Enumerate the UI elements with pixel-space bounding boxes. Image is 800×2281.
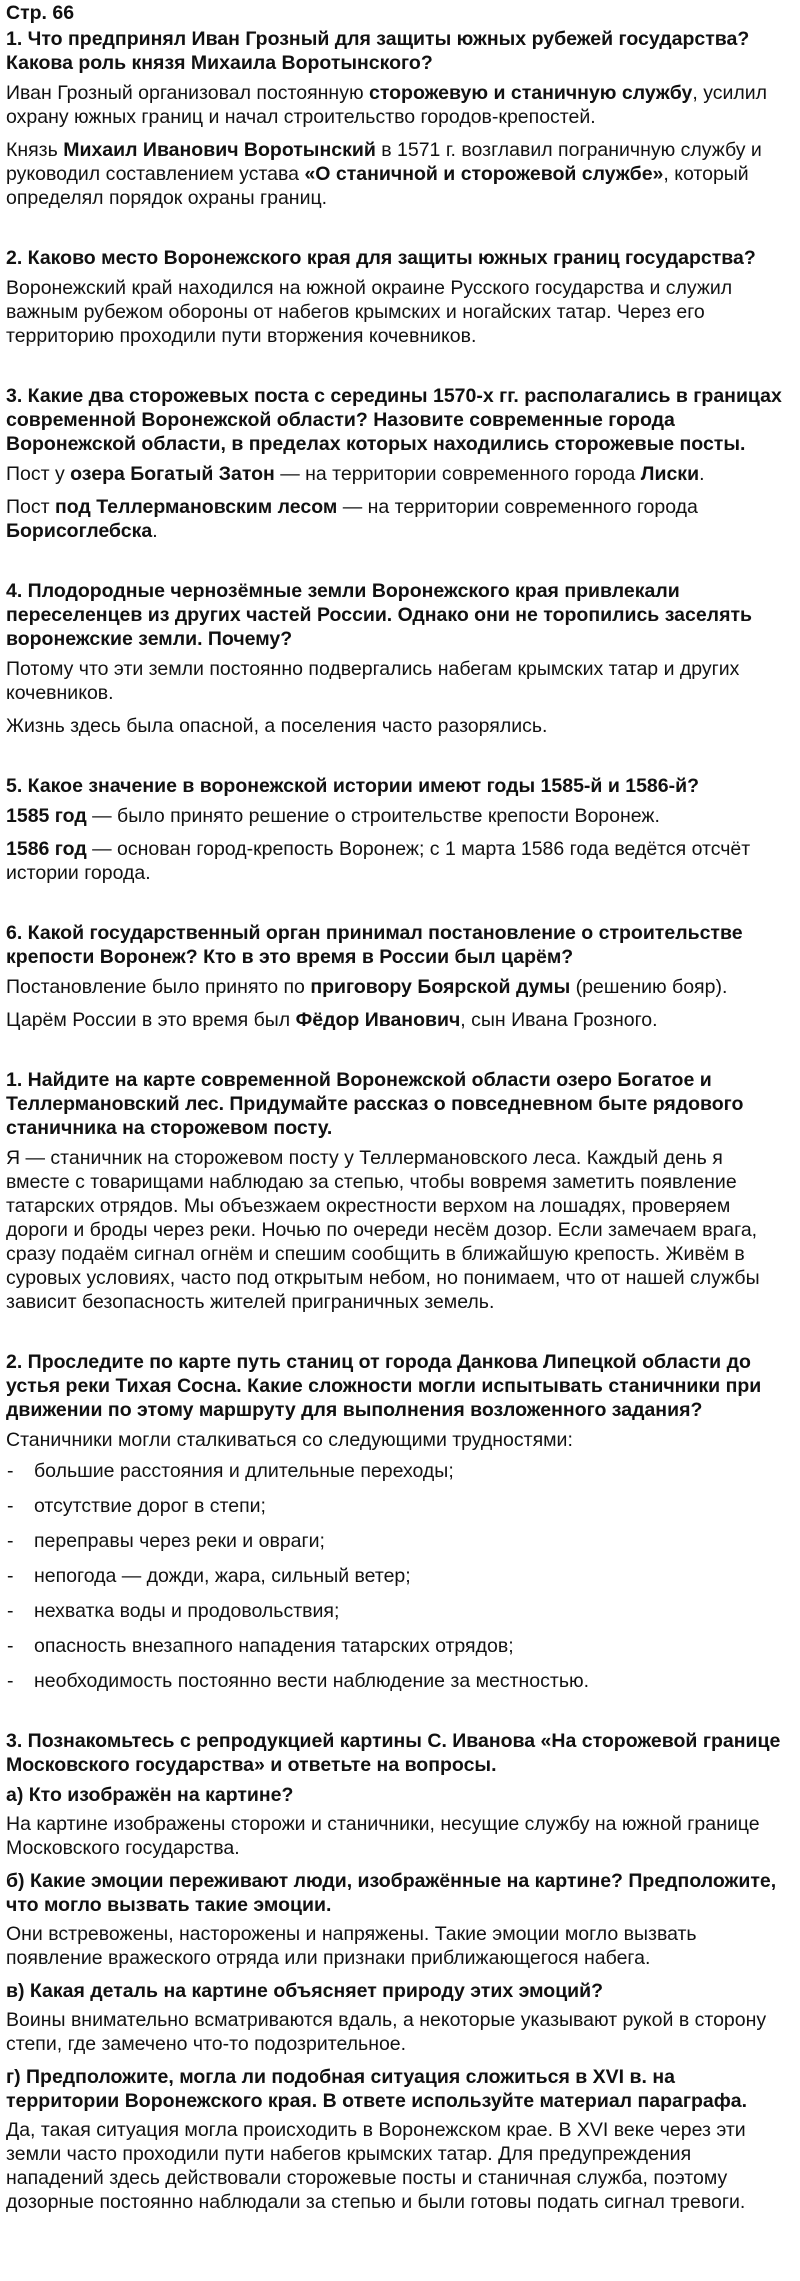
list-item-text: переправы через реки и овраги; [34,1530,325,1552]
question-4: 4. Плодородные чернозёмные земли Воронежского края привлекали переселенцев из других частей России. Однако они не торопились заселять воронежские земли. Почему? [6,580,752,650]
text-run: . [699,463,705,485]
bold-term: озера Богатый Затон [70,463,275,485]
bold-term: приговору Боярской думы [310,976,571,998]
text-run: Иван Грозный организовал постоянную [6,82,369,104]
task-2-intro: Станичники могли сталкиваться со следующими трудностями: [6,1429,573,1451]
text-run: — основан город-крепость Воронеж; с 1 марта 1586 года ведётся отсчёт истории города. [6,838,751,884]
question-5: 5. Какое значение в воронежской истории имеют годы 1585-й и 1586-й? [6,775,699,797]
bold-term: Борисоглебска [6,520,153,542]
dash-marker: - [7,1600,14,1622]
task-1-answer: Я — станичник на сторожевом посту у Теллермановского леса. Каждый день я вместе с товарищами наблюдаю за степью, чтобы вовремя заметить появление татарских отрядов. Мы объезжаем окрестности верхом на лошадях, проверяем дороги и броды через реки. Ночью по очереди несём дозор. Если замечаем врага, сразу подаём сигнал огнём и спешим сообщить в ближайшую крепость. Живём в суровых условиях, часто под открытым небом, но понимаем, что от нашей службы зависит безопасность жителей приграничных земель. [6,1147,760,1313]
text-run: — на территории современного города [274,463,641,485]
list-item-text: непогода — дожди, жара, сильный ветер; [34,1565,411,1587]
dash-marker: - [7,1635,14,1657]
answer-3-paragraph-1 [6,462,786,486]
list-item-text: необходимость постоянно вести наблюдение за местностью. [34,1670,590,1692]
bold-term: под Теллермановским лесом [54,496,338,518]
list-item [6,1669,786,1693]
text-run: — было принято решение о строительстве крепости Воронеж. [86,805,660,827]
text-run: Царём России в это время был [6,1009,296,1031]
section-3 [6,384,786,543]
text-run: Пост [6,496,55,518]
text-run: в 1571 г. возглавил пограничную службу и руководил составлением устава [6,139,762,185]
task-3-answer-d: Да, такая ситуация могла происходить в Воронежском крае. В XVI веке через эти земли часто проходили пути набегов крымских татар. Для предупреждения нападений здесь действовали сторожевые посты и станичная служба, поэтому дозорные постоянно наблюдали за степью и были готовы подать сигнал тревоги. [6,2119,746,2213]
list-item [6,1494,786,1518]
section-5 [6,774,786,885]
dash-marker: - [7,1670,14,1692]
list-item [6,1599,786,1623]
answer-4-paragraph-1: Потому что эти земли постоянно подвергались набегам крымских татар и других кочевников. [6,658,740,704]
task-3-question: 3. Познакомьтесь с репродукцией картины С. Иванова «На сторожевой границе Московского государства» и ответьте на вопросы. [6,1730,781,1776]
text-run: — на территории современного города [337,496,698,518]
list-item-text: опасность внезапного нападения татарских отрядов; [34,1635,514,1657]
bold-term: 1586 год [6,838,87,860]
task-1-question: 1. Найдите на карте современной Воронежской области озеро Богатое и Теллермановский лес. Придумайте рассказ о повседневном быте рядового станичника на сторожевом посту. [6,1069,744,1139]
answer-3-paragraph-2 [6,495,786,543]
answer-5-paragraph-2 [6,837,786,885]
list-item [6,1634,786,1658]
dash-marker: - [7,1530,14,1552]
bold-term: сторожевую и станичную службу [369,82,693,104]
question-2: 2. Каково место Воронежского края для защиты южных границ государства? [6,247,756,269]
question-6: 6. Какой государственный орган принимал постановление о строительстве крепости Воронеж? Кто в это время в России был царём? [6,922,743,968]
answer-6-paragraph-2 [6,1008,786,1032]
list-item [6,1529,786,1553]
dash-marker: - [7,1460,14,1482]
task-3-answer-b: Они встревожены, насторожены и напряжены. Такие эмоции могло вызвать появление вражеского отряда или признаки приближающегося набега. [6,1923,697,1969]
task-2 [6,1350,786,1693]
answer-5-paragraph-1 [6,804,786,828]
dash-marker: - [7,1565,14,1587]
section-1 [6,27,786,210]
answer-6-paragraph-1 [6,975,786,999]
text-run: , усилил охрану южных границ и начал строительство городов-крепостей. [6,82,768,128]
task-3-subquestion-a: а) Кто изображён на картине? [6,1784,294,1806]
page-title: Стр. 66 [6,2,75,24]
text-run: , который определял порядок охраны границ. [6,163,749,209]
section-6 [6,921,786,1032]
answer-1-paragraph-2 [6,138,786,210]
text-run: , сын Ивана Грозного. [460,1009,658,1031]
answer-1-paragraph-1 [6,81,786,129]
list-item-text: большие расстояния и длительные переходы; [34,1460,454,1482]
text-run: (решению бояр). [570,976,728,998]
dash-marker: - [7,1495,14,1517]
task-3-subquestion-b: б) Какие эмоции переживают люди, изображённые на картине? Предположите, что могло вызвать такие эмоции. [6,1870,777,1916]
bold-term: Фёдор Иванович [295,1009,461,1031]
question-1: 1. Что предпринял Иван Грозный для защиты южных рубежей государства? Какова роль князя Михаила Воротынского? [6,28,750,74]
answer-4-paragraph-2: Жизнь здесь была опасной, а поселения часто разорялись. [6,715,548,737]
section-4 [6,579,786,738]
list-item-text: отсутствие дорог в степи; [34,1495,266,1517]
difficulties-list [6,1459,786,1693]
bold-term: Лиски [640,463,700,485]
task-3-subquestion-d: г) Предположите, могла ли подобная ситуация сложиться в XVI в. на территории Воронежского края. В ответе используйте материал параграфа. [6,2066,748,2112]
list-item [6,1459,786,1483]
answer-2-paragraph-1: Воронежский край находился на южной окраине Русского государства и служил важным рубежом обороны от набегов крымских и ногайских татар. Через его территорию проходили пути вторжения кочевников. [6,277,733,347]
task-3-answer-a: На картине изображены сторожи и станичники, несущие службу на южной границе Московского государства. [6,1813,760,1859]
text-run: Постановление было принято по [6,976,311,998]
list-item [6,1564,786,1588]
bold-term: 1585 год [6,805,87,827]
task-3-subquestion-c: в) Какая деталь на картине объясняет природу этих эмоций? [6,1980,604,2002]
text-run: Пост у [6,463,71,485]
section-2 [6,246,786,348]
bold-term: Михаил Иванович Воротынский [63,139,376,161]
task-3-answer-c: Воины внимательно всматриваются вдаль, а некоторые указывают рукой в сторону степи, где замечено что-то подозрительное. [6,2009,767,2055]
task-2-question: 2. Проследите по карте путь станиц от города Данкова Липецкой области до устья реки Тихая Сосна. Какие сложности могли испытывать станичники при движении по этому маршруту для выполнения возложенного задания? [6,1351,762,1421]
text-run: . [152,520,158,542]
bold-term: «О станичной и сторожевой службе» [304,163,664,185]
list-item-text: нехватка воды и продовольствия; [34,1600,340,1622]
question-3: 3. Какие два сторожевых поста с середины 1570-х гг. располагались в границах современной Воронежской области? Назовите современные города Воронежской области, в пределах которых находились сторожевые посты. [6,385,782,455]
task-3 [6,1729,786,2214]
task-1 [6,1068,786,1314]
text-run: Князь [6,139,64,161]
